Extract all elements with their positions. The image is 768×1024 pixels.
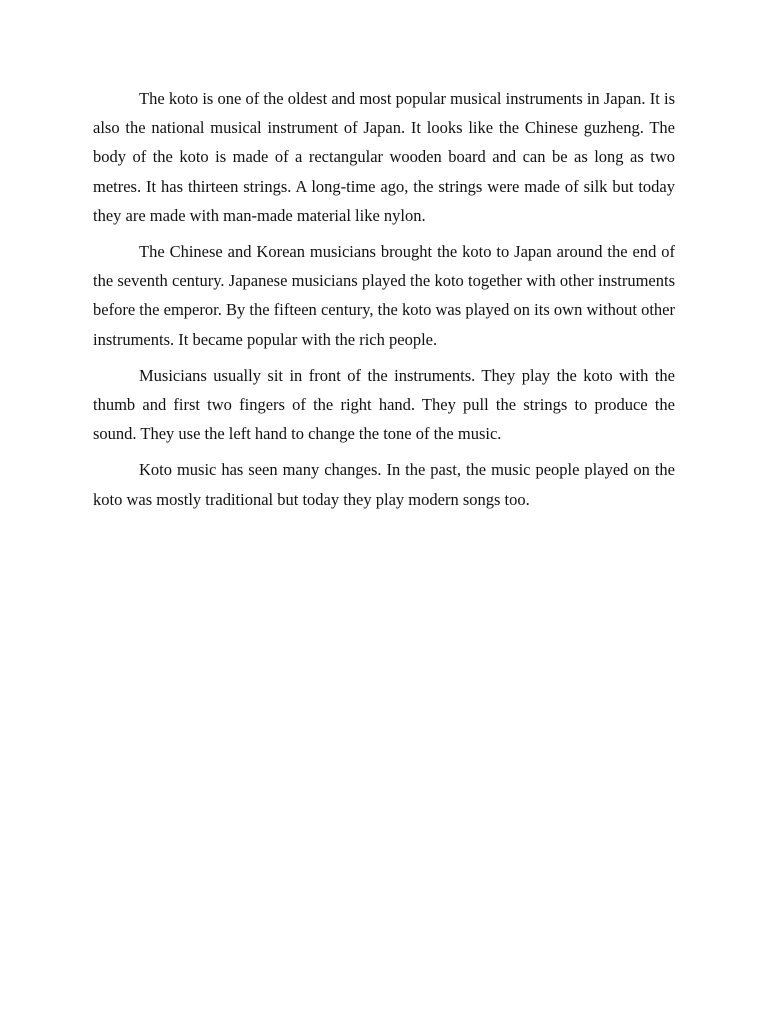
paragraph-modern-changes: Koto music has seen many changes. In the past, the music people played on the koto was mostly traditional but today they play modern songs too. (93, 460, 675, 509)
paragraph-koto-introduction: The koto is one of the oldest and most popular musical instruments in Japan. It is also the national musical instrument of Japan. It looks like the Chinese guzheng. The body of the koto is made of a rectangular wooden board and can be as long as two metres. It has thirteen strings. A long-time ago, the strings were made of silk but today they are made with man-made material like nylon. (93, 89, 675, 225)
paragraph-playing-technique: Musicians usually sit in front of the instruments. They play the koto with the thumb and first two fingers of the right hand. They pull the strings to produce the sound. They use the left hand to change the tone of the music. (93, 365, 675, 444)
document-page (93, 84, 675, 521)
paragraph-koto-history: The Chinese and Korean musicians brought the koto to Japan around the end of the seventh century. Japanese musicians played the koto together with other instruments before the emperor. By the fifteen century, the koto was played on its own without other instruments. It became popular with the rich people. (93, 242, 675, 349)
